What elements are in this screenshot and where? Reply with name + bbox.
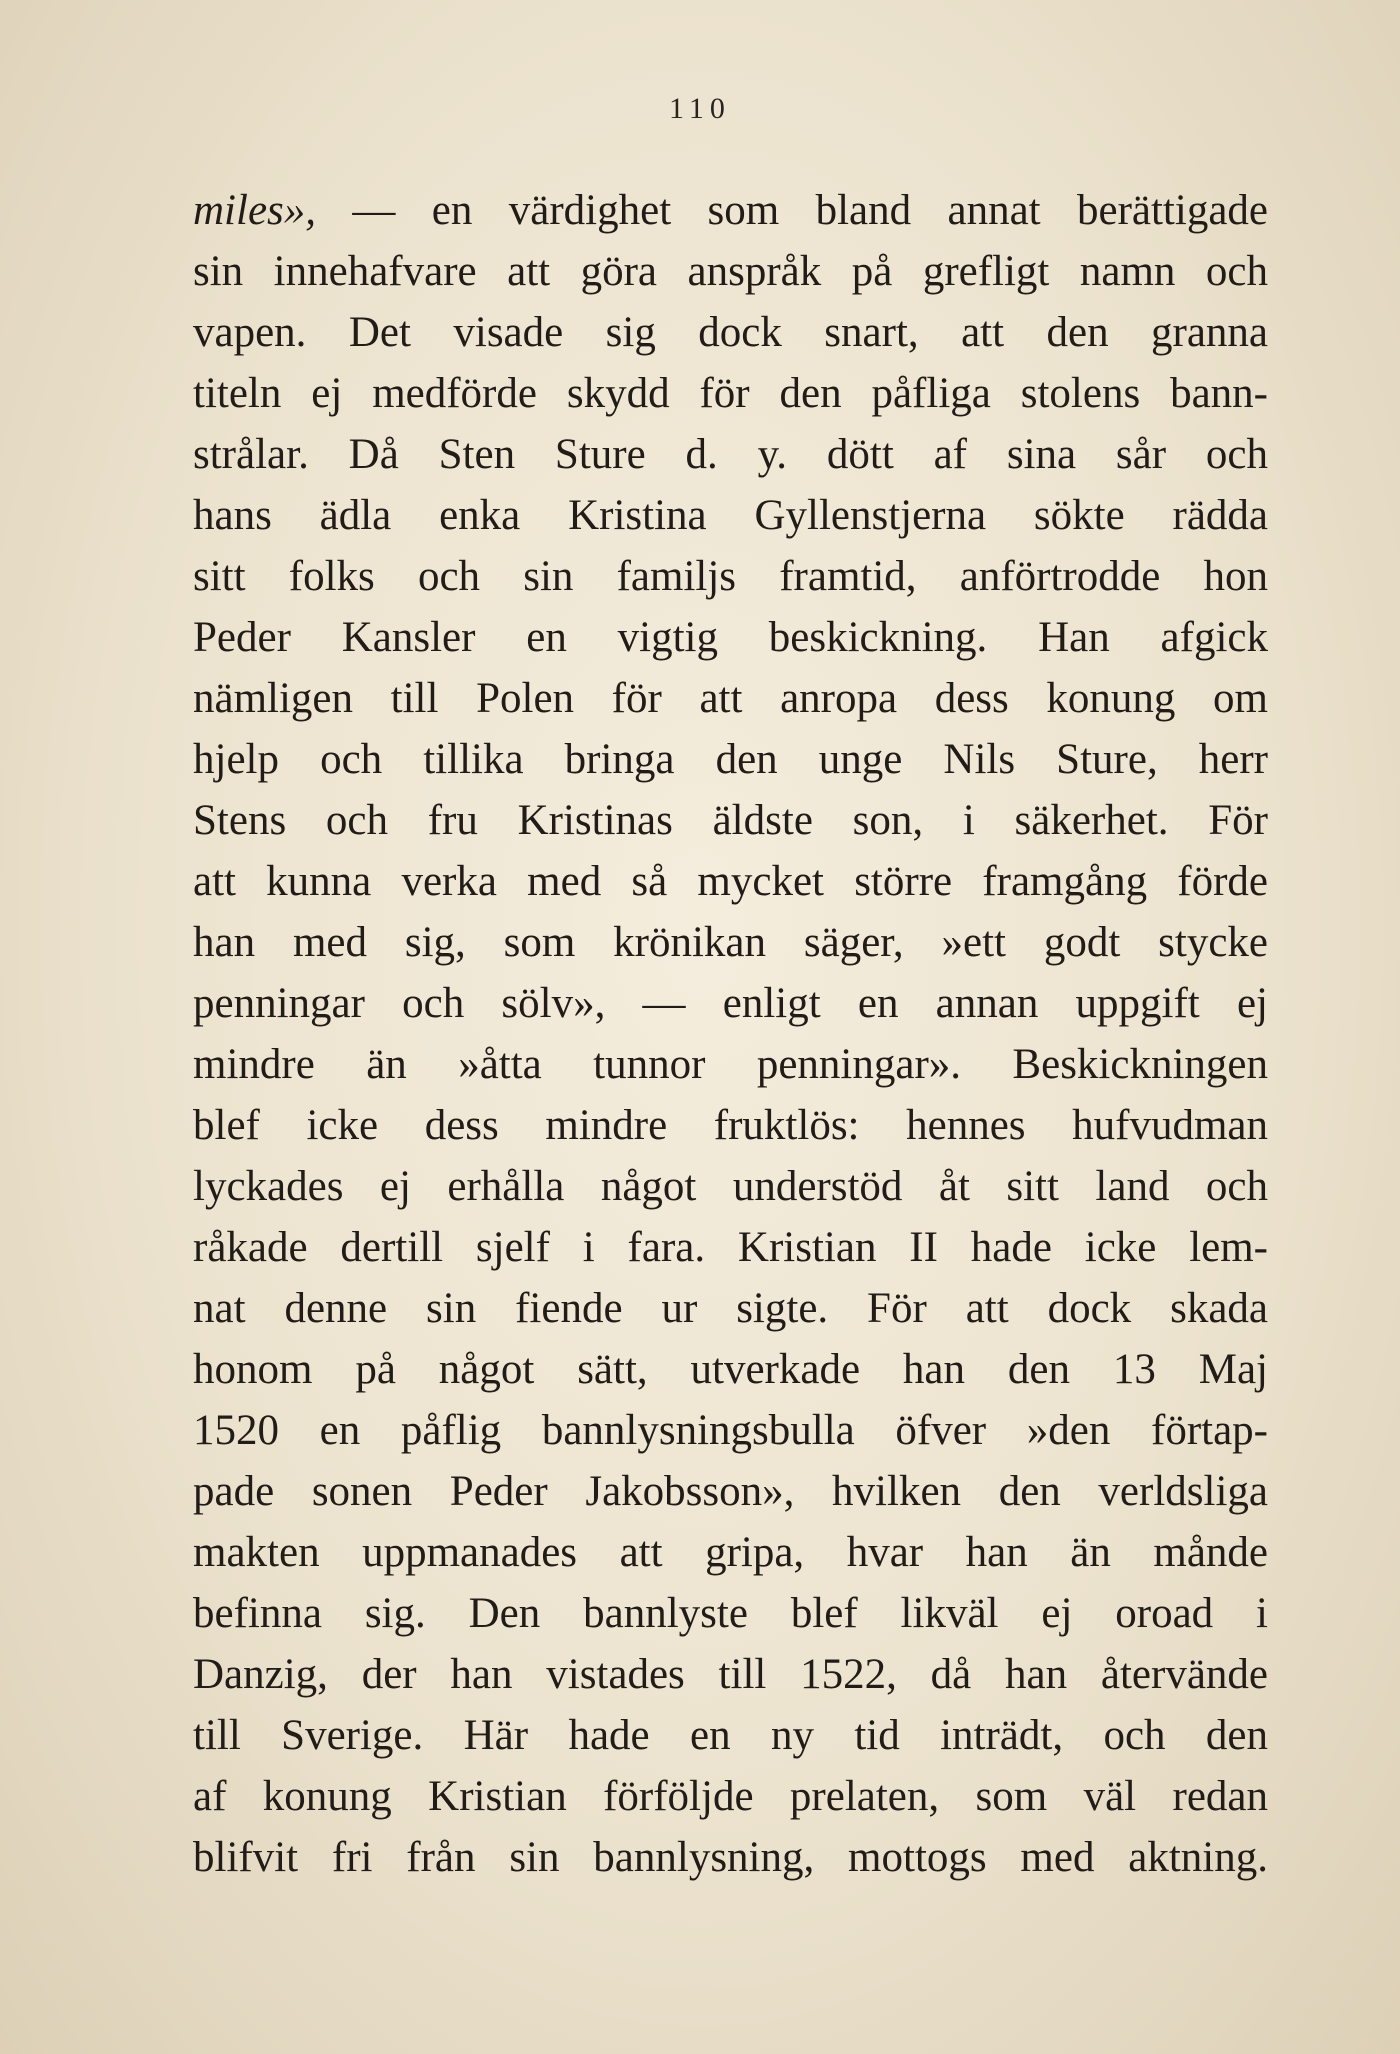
text-line: sitt folks och sin familjs framtid, anförtrodde hon	[193, 553, 1268, 600]
text-line	[193, 180, 1268, 241]
text-line: nämligen till Polen för att anropa dess konung om	[193, 675, 1268, 722]
text-line-rest: — en värdighet som bland annat berättigade	[352, 187, 1268, 234]
text-line: mindre än »åtta tunnor penningar». Beskickningen	[193, 1041, 1268, 1088]
text-line: nat denne sin fiende ur sigte. För att dock skada	[193, 1285, 1268, 1332]
text-line: 1520 en påflig bannlysningsbulla öfver »den förtap-	[193, 1407, 1268, 1454]
text-line: penningar och sölv», — enligt en annan uppgift ej	[193, 980, 1268, 1027]
text-line: till Sverige. Här hade en ny tid inträdt, och den	[193, 1712, 1268, 1759]
text-line: blifvit fri från sin bannlysning, mottogs med aktning.	[193, 1834, 1268, 1881]
text-line: att kunna verka med så mycket större framgång förde	[193, 858, 1268, 905]
text-line: Peder Kansler en vigtig beskickning. Han afgick	[193, 614, 1268, 661]
text-line: vapen. Det visade sig dock snart, att den granna	[193, 309, 1268, 356]
text-line: strålar. Då Sten Sture d. y. dött af sina sår och	[193, 431, 1268, 478]
text-line: honom på något sätt, utverkade han den 13 Maj	[193, 1346, 1268, 1393]
page-number: 110	[669, 92, 731, 125]
text-line: befinna sig. Den bannlyste blef likväl ej oroad i	[193, 1590, 1268, 1637]
italic-word: miles»,	[193, 187, 317, 234]
text-line: titeln ej medförde skydd för den påfliga stolens bann-	[193, 370, 1268, 417]
text-line: Danzig, der han vistades till 1522, då han återvände	[193, 1651, 1268, 1698]
text-line: blef icke dess mindre fruktlös: hennes hufvudman	[193, 1102, 1268, 1149]
text-line: makten uppmanades att gripa, hvar han än månde	[193, 1529, 1268, 1576]
text-line: pade sonen Peder Jakobsson», hvilken den verldsliga	[193, 1468, 1268, 1515]
body-text	[193, 180, 1268, 1888]
text-line: lyckades ej erhålla något understöd åt sitt land och	[193, 1163, 1268, 1210]
text-line: råkade dertill sjelf i fara. Kristian II hade icke lem-	[193, 1224, 1268, 1271]
text-line: hjelp och tillika bringa den unge Nils Sture, herr	[193, 736, 1268, 783]
text-line: af konung Kristian förföljde prelaten, som väl redan	[193, 1773, 1268, 1820]
text-line: hans ädla enka Kristina Gyllenstjerna sökte rädda	[193, 492, 1268, 539]
text-line: han med sig, som krönikan säger, »ett godt stycke	[193, 919, 1268, 966]
text-line: sin innehafvare att göra anspråk på grefligt namn och	[193, 248, 1268, 295]
text-line: Stens och fru Kristinas äldste son, i säkerhet. För	[193, 797, 1268, 844]
